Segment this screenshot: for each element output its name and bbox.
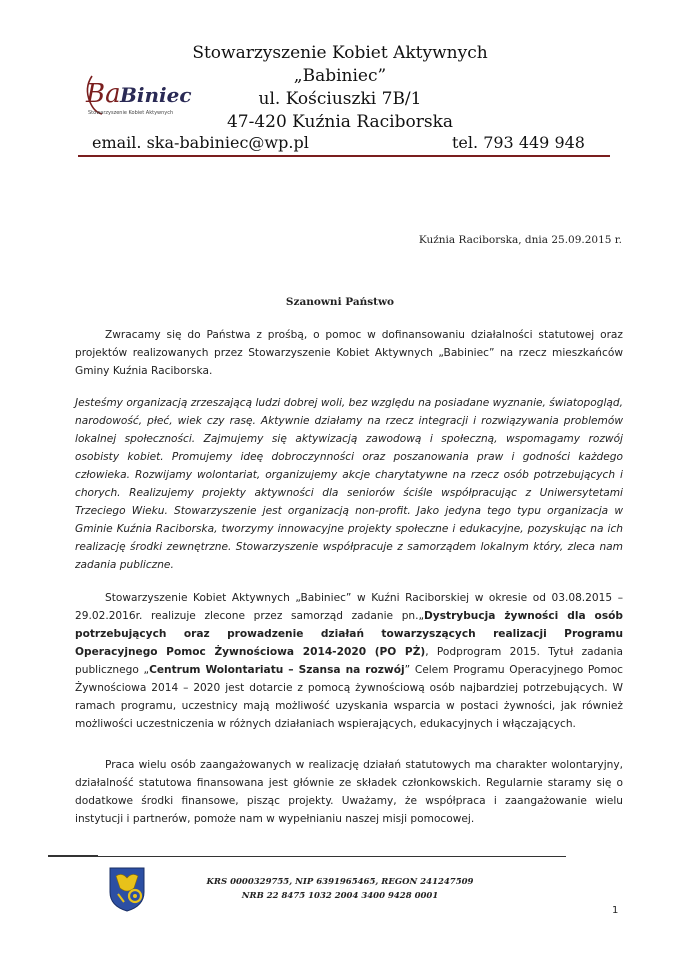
program-title-bold: Dystrybucja żywności dla osób potrzebujących oraz prowadzenie działań towarzyszących realizacji Programu Operacyjnego Pomoc Żywnościowa 2014-2020 (PO PŻ) (75, 610, 624, 658)
organization-header (150, 42, 530, 134)
paragraph-volunteer-text: Praca wielu osób zaangażowanych w realizację działań statutowych ma charakter wolontaryjny, działalność statutowa finansowana jest głównie ze składek członkowskich. Regularnie staramy się o dodatkowe środki finansowe, pisząc projekty. Uważamy, że współpraca i zaangażowanie wielu instytucji i partnerów, pomoże nam w wypełnianiu naszej misji pomocowej. (75, 759, 623, 825)
program-text-a: Stowarzyszenie Kobiet Aktywnych „Babiniec” w Kuźni Raciborskiej w okresie od 03.08.2015 – 29.02.2016r. realizuje zlecone przez samorząd zadanie pn.„ (75, 592, 623, 622)
org-street: ul. Kościuszki 7B/1 (258, 89, 422, 109)
paragraph-request-text: Zwracamy się do Państwa z prośbą, o pomoc w dofinansowaniu działalności statutowej oraz projektów realizowanych przez Stowarzyszenie Kobiet Aktywnych „Babiniec” na rzecz mieszkańców Gminy Kuźnia Raciborska. (75, 329, 623, 377)
header-divider (78, 155, 610, 157)
logo-tagline: Stowarzyszenie Kobiet Aktywnych (88, 110, 174, 116)
org-name: Stowarzyszenie Kobiet Aktywnych „Babiniec” (192, 43, 488, 86)
logo-wordmark-part1: Ba (86, 79, 121, 109)
task-title-bold: Centrum Wolontariatu – Szansa na rozwój (149, 664, 405, 676)
footer-registry-line: KRS 0000329755, NIP 6391965465, REGON 241247509 (206, 877, 474, 887)
contact-phone: tel. 793 449 948 (452, 133, 585, 152)
contact-email: email. ska-babiniec@wp.pl (92, 133, 309, 152)
paragraph-request (75, 326, 623, 380)
footer-bank-line: NRB 22 8475 1032 2004 3400 9428 0001 (241, 891, 439, 901)
paragraph-volunteer (75, 756, 623, 828)
page-number: 1 (612, 905, 619, 916)
logo-wordmark-part2: Biniec (120, 83, 192, 107)
dateline: Kuźnia Raciborska, dnia 25.09.2015 r. (418, 234, 622, 246)
program-text-c: , Podprogram 2015. Tytuł zadania publicznego „ (75, 646, 623, 676)
coat-of-arms-icon (108, 866, 146, 912)
salutation: Szanowni Państwo (285, 296, 395, 308)
program-text-e: ” Celem Programu Operacyjnego Pomoc Żywnościowa 2014 – 2020 jest dotarcie z pomocą żywnościową osób najbardziej potrzebujących. W ramach programu, uczestnicy mają możliwość uzyskania wsparcia w postaci żywności, jak również możliwości uczestniczenia w różnych działaniach wspierających, edukacyjnych i włączających. (75, 664, 624, 730)
paragraph-program (75, 589, 623, 733)
footer-divider (48, 856, 566, 857)
footer-divider-accent (48, 855, 98, 857)
org-city: 47-420 Kuźnia Raciborska (226, 112, 454, 132)
paragraph-about: Jesteśmy organizacją zrzeszającą ludzi dobrej woli, bez względu na posiadane wyznanie, światopogląd, narodowość, płeć, wiek czy rasę. Aktywnie działamy na rzecz integracji i rozwiązywania problemów lokalnej społeczności. Zajmujemy się aktywizacją zawodową i społeczną, wspomagamy rozwój osobisty kobiet. Promujemy ideę dobroczynności oraz poszanowania praw i godności każdego człowieka. Rozwijamy wolontariat, organizujemy akcje charytatywne na rzecz osób potrzebujących i chorych. Realizujemy projekty aktywności dla seniorów ściśle współpracując z Uniwersytetami Trzeciego Wieku. Stowarzyszenie jest organizacją non-profit. Jako jedyna tego typu organizacja w Gminie Kuźnia Raciborska, tworzymy innowacyjne projekty społeczne i edukacyjne, pozyskując na ich realizację środki zewnętrzne. Stowarzyszenie współpracuje z samorządem lokalnym który, zleca nam zadania publiczne. (75, 397, 623, 571)
